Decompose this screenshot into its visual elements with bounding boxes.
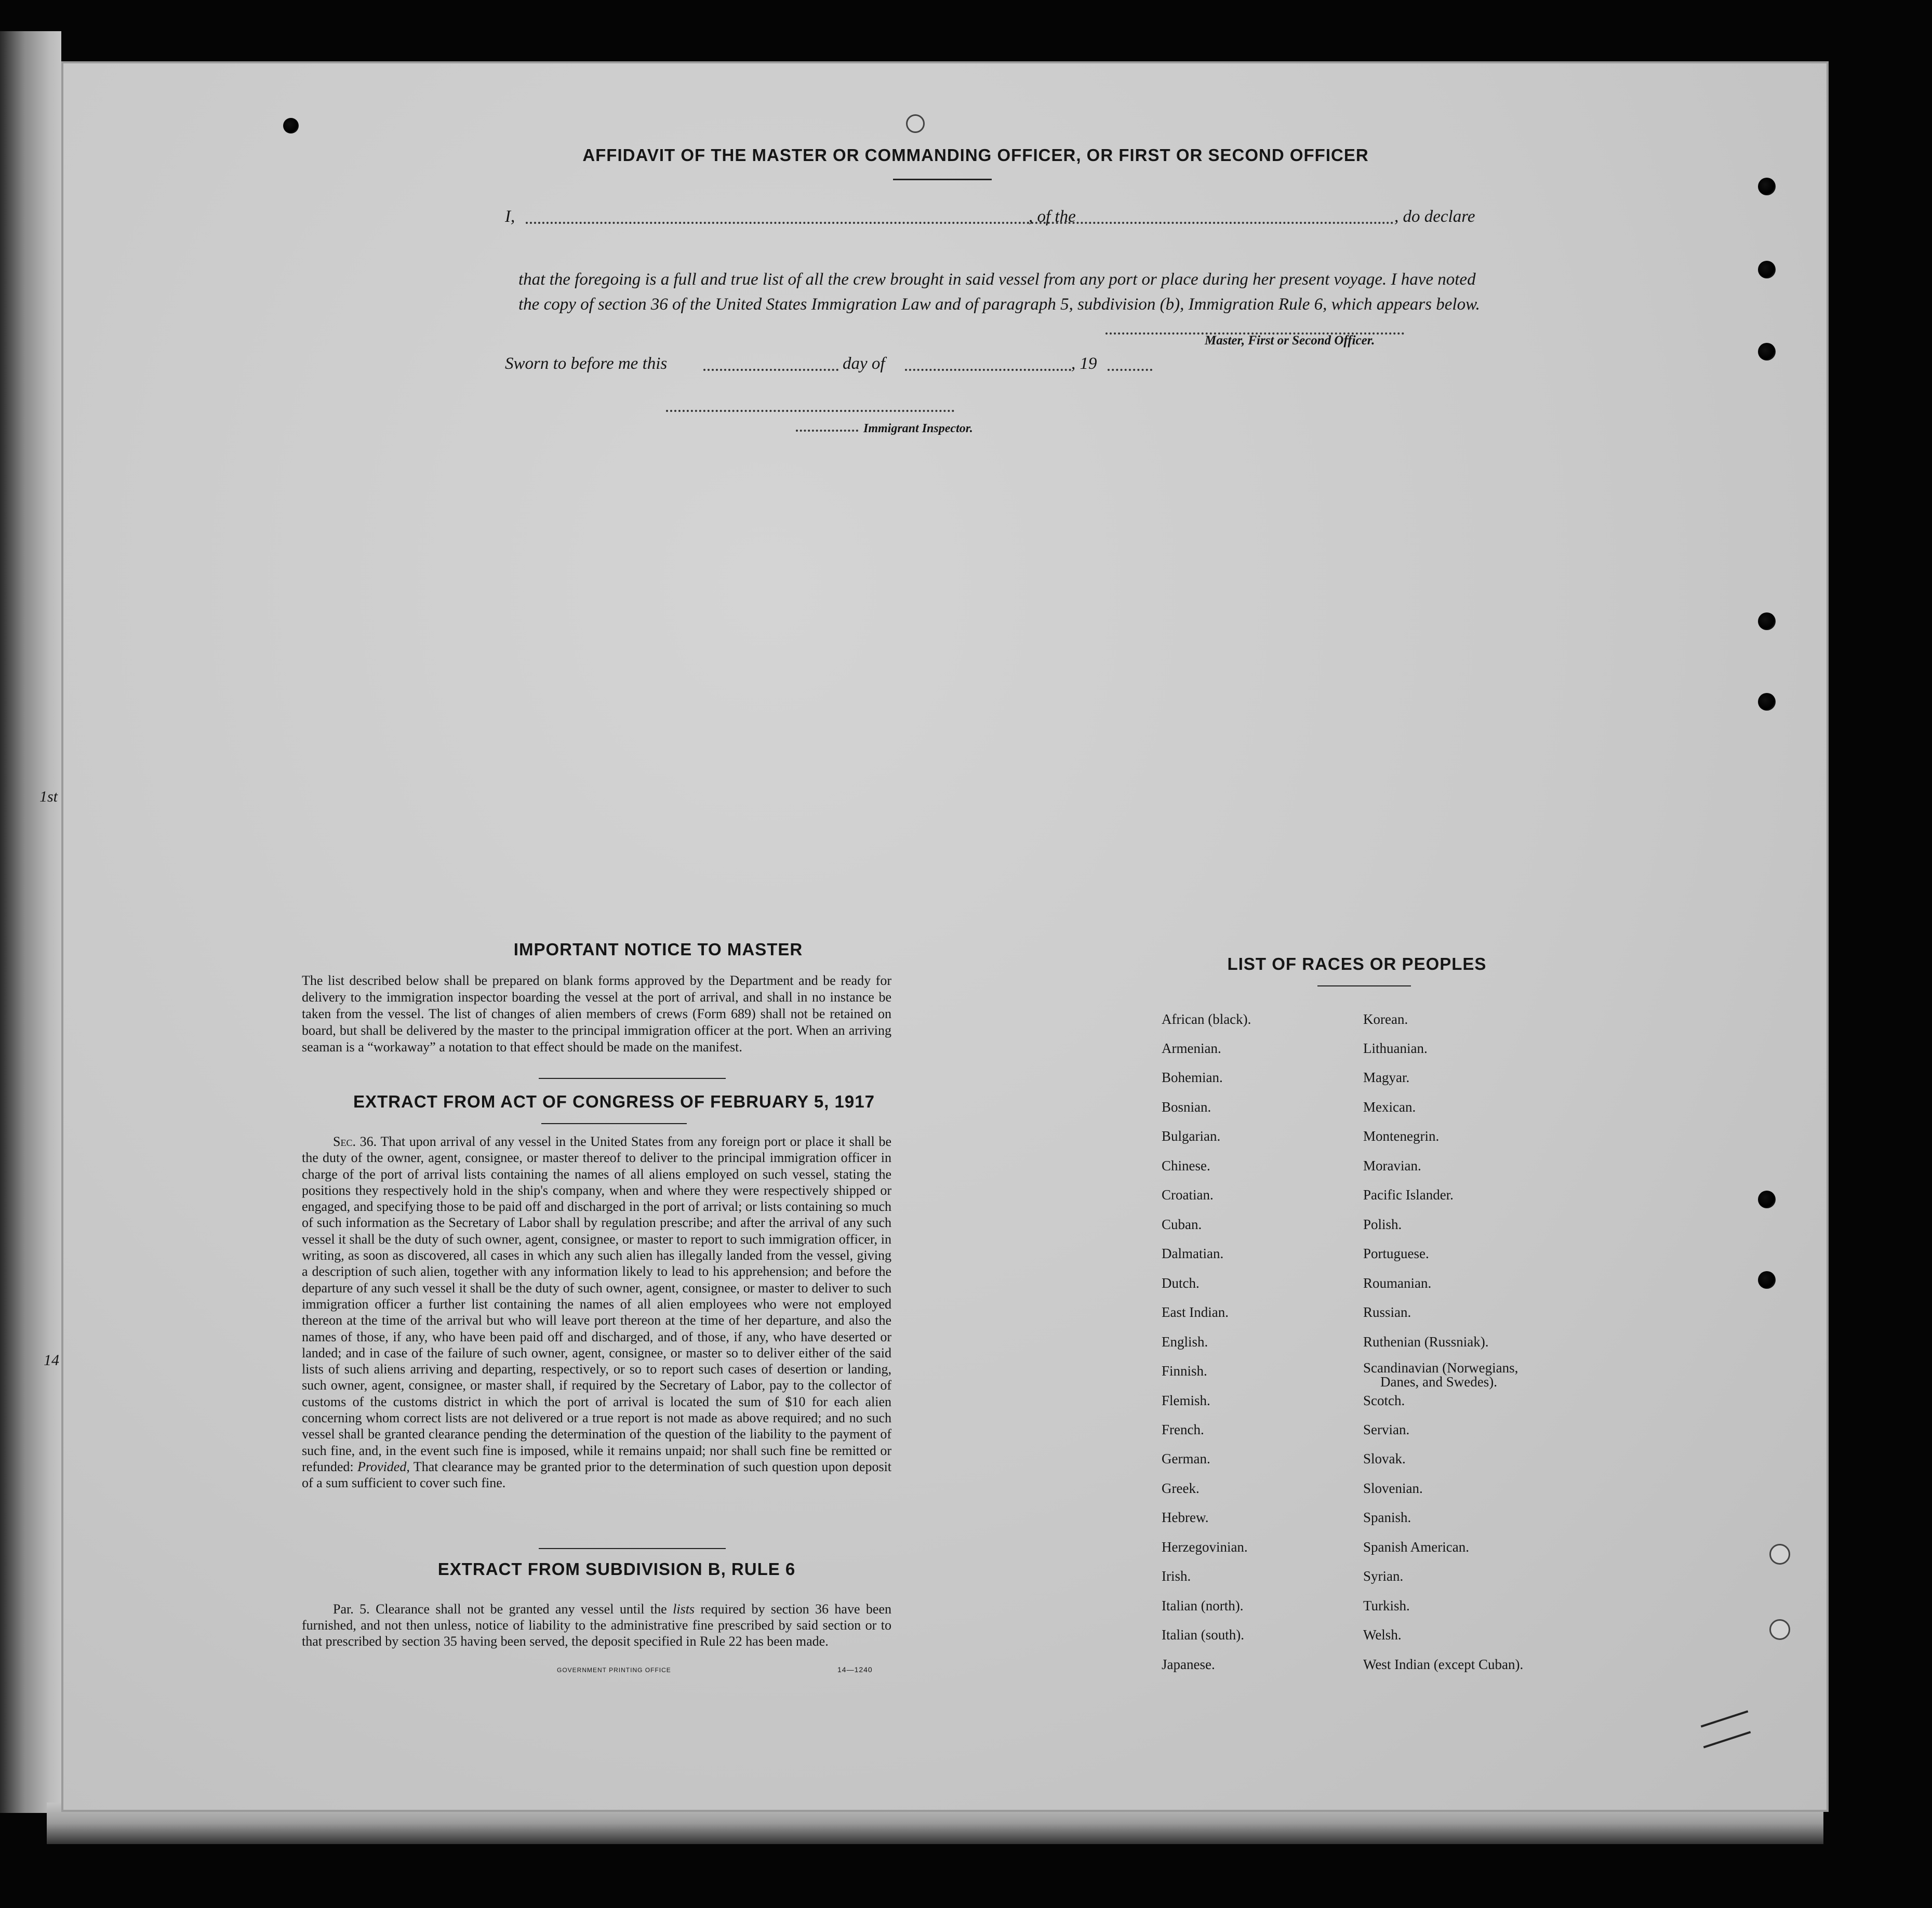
race-item: Portuguese. bbox=[1363, 1246, 1429, 1261]
punch-hole bbox=[1758, 178, 1776, 195]
inspector-label: Immigrant Inspector. bbox=[863, 422, 973, 435]
punch-hole-empty bbox=[1769, 1544, 1790, 1565]
race-item: West Indian (except Cuban). bbox=[1363, 1657, 1524, 1672]
paragraph-5-body bbox=[302, 1601, 891, 1649]
race-item: Herzegovinian. bbox=[1162, 1539, 1248, 1555]
punch-hole bbox=[1758, 693, 1776, 711]
sworn-month-field[interactable] bbox=[905, 369, 1071, 371]
scan-left-edge bbox=[0, 31, 61, 1813]
race-item: Croatian. bbox=[1162, 1187, 1214, 1203]
vessel-name-field[interactable] bbox=[1027, 222, 1393, 224]
race-item: Greek. bbox=[1162, 1480, 1200, 1496]
sworn-year-field[interactable] bbox=[1108, 369, 1152, 371]
act-extract-heading: EXTRACT FROM ACT OF CONGRESS OF FEBRUARY 5, 1917 bbox=[353, 1092, 875, 1111]
race-item: Flemish. bbox=[1162, 1393, 1210, 1408]
section-text-end: That clearance may be granted prior to the determination of such question upon deposit of a sum sufficient to cover such fine. bbox=[302, 1459, 892, 1491]
declarant-name-field[interactable] bbox=[526, 222, 1030, 224]
paragraph-text-end: required by section 36 have been furnished, and not then unless, notice of liability to the administrative fine prescribed by said section or to that prescribed by section 35 having been served, the deposit specified in Rule 22 has been made. bbox=[302, 1602, 891, 1649]
race-item: Slovenian. bbox=[1363, 1480, 1423, 1496]
document-page bbox=[39, 61, 1829, 1812]
pen-stroke bbox=[1701, 1710, 1749, 1727]
race-item: Syrian. bbox=[1363, 1568, 1404, 1584]
race-item: Cuban. bbox=[1162, 1217, 1202, 1232]
punch-hole-empty bbox=[1769, 1619, 1790, 1640]
race-item: Scandinavian (Norwegians, bbox=[1363, 1360, 1518, 1376]
race-item: Scotch. bbox=[1363, 1393, 1405, 1408]
heading-rule bbox=[893, 179, 992, 180]
affidavit-heading: AFFIDAVIT OF THE MASTER OR COMMANDING OFFICER, OR FIRST OR SECOND OFFICER bbox=[582, 145, 1369, 165]
race-item: Italian (south). bbox=[1162, 1627, 1244, 1643]
section-text: That upon arrival of any vessel in the United States from any foreign port or place it shall be the duty of the owner, agent, consignee, or master thereof to deliver to the principal immigration officer in charge of the port of arrival lists containing the names of all aliens employed on such vessel, stating the positions they respectively hold in the ship's company, when and where they were respectively shipped or engaged, and specifying those to be paid off and discharged in the port of arrival; or lists containing so much of such information as the Secretary of Labor shall by regulation prescribe; and after the arrival of any such vessel it shall be the duty of such owner, agent, consignee, or master to report to such immigration officer, in writing, as soon as discovered, all cases in which any such alien has illegally landed from the vessel, giving a description of such alien, together with any information likely to lead to his apprehension; and before the departure of any such vessel it shall be the duty of such owner, agent, consignee, or master to deliver to such immigration officer a further list containing the names of all alien employees who were not employed thereon at the time of the arrival but who will leave port thereon at the time of her departure, and also the names of those, if any, who have been paid off and discharged, and of those, if any, who have deserted or landed; and in case of the failure of such owner, agent, consignee, or master so to deliver either of the said lists of such aliens arriving and departing, respectively, or so to report such cases of desertion or landing, such owner, agent, consignee, or master shall, if required by the Secretary of Labor, pay to the collector of customs of the customs district in which the port of arrival is located the sum of $10 for each alien concerning whom correct lists are not delivered or a true report is not made as above required; and no such vessel shall be granted clearance pending the determination of the question of the liability to the payment of such fine, and, in the event such fine is imposed, while it remains unpaid; nor shall such fine be remitted or refunded: bbox=[302, 1134, 891, 1474]
section-rule bbox=[539, 1078, 726, 1079]
punch-hole bbox=[283, 118, 299, 134]
paragraph-label: Par. 5. bbox=[333, 1602, 370, 1617]
race-item: Bohemian. bbox=[1162, 1070, 1223, 1085]
race-item: Hebrew. bbox=[1162, 1510, 1209, 1525]
race-item: Pacific Islander. bbox=[1363, 1187, 1454, 1203]
race-item: Chinese. bbox=[1162, 1158, 1210, 1173]
race-item: German. bbox=[1162, 1451, 1210, 1466]
race-item: Finnish. bbox=[1162, 1363, 1207, 1379]
punch-hole bbox=[1758, 261, 1776, 278]
margin-note: 1st bbox=[39, 788, 58, 805]
heading-rule bbox=[1317, 985, 1411, 986]
sworn-year-label: , 19 bbox=[1071, 354, 1097, 373]
punch-hole bbox=[1758, 612, 1776, 630]
race-item: Armenian. bbox=[1162, 1040, 1221, 1056]
margin-note: 14 bbox=[44, 1352, 59, 1369]
section-label: Sec. 36. bbox=[333, 1134, 377, 1149]
race-item: Turkish. bbox=[1363, 1598, 1410, 1613]
race-item: Lithuanian. bbox=[1363, 1040, 1428, 1056]
race-item: Italian (north). bbox=[1162, 1598, 1244, 1613]
race-item: Montenegrin. bbox=[1363, 1128, 1440, 1144]
sworn-prefix: Sworn to before me this bbox=[505, 354, 668, 373]
declarant-prefix: I, bbox=[505, 207, 515, 226]
signature-label: Master, First or Second Officer. bbox=[1205, 333, 1375, 348]
race-item: Spanish. bbox=[1363, 1510, 1411, 1525]
race-item: Russian. bbox=[1363, 1304, 1411, 1320]
sworn-day-label: day of bbox=[843, 354, 885, 373]
rule-extract-heading: EXTRACT FROM SUBDIVISION B, RULE 6 bbox=[437, 1559, 796, 1579]
sworn-day-field[interactable] bbox=[703, 369, 838, 371]
punch-hole bbox=[1758, 343, 1776, 361]
paragraph-text: Clearance shall not be granted any vessel until the bbox=[376, 1602, 667, 1617]
race-item: Mexican. bbox=[1363, 1099, 1416, 1115]
inspector-signature-field[interactable] bbox=[666, 410, 954, 412]
lists-word: lists bbox=[673, 1602, 695, 1617]
race-item: Polish. bbox=[1363, 1217, 1402, 1232]
printer-imprint: GOVERNMENT PRINTING OFFICE bbox=[557, 1666, 671, 1674]
race-item: Irish. bbox=[1162, 1568, 1191, 1584]
race-item: Bulgarian. bbox=[1162, 1128, 1221, 1144]
punch-hole-empty bbox=[906, 114, 925, 133]
race-item: Magyar. bbox=[1363, 1070, 1410, 1085]
inspector-short-field[interactable] bbox=[796, 430, 858, 432]
affidavit-body: that the foregoing is a full and true list of all the crew brought in said vessel from any port or place during her present voyage. I have noted the copy of section 36 of the United States Immigration Law and of paragraph 5, subdivision (b), Immigration Rule 6, which appears below. bbox=[518, 270, 1480, 314]
pen-stroke bbox=[1703, 1731, 1751, 1748]
race-item: Spanish American. bbox=[1363, 1539, 1469, 1555]
race-item: French. bbox=[1162, 1422, 1204, 1437]
race-item-continuation: Danes, and Swedes). bbox=[1380, 1374, 1497, 1390]
punch-hole bbox=[1758, 1271, 1776, 1289]
of-the-label: , of the bbox=[1029, 207, 1076, 226]
notice-heading: IMPORTANT NOTICE TO MASTER bbox=[513, 940, 803, 959]
race-item: Slovak. bbox=[1363, 1451, 1406, 1466]
race-item: Moravian. bbox=[1363, 1158, 1421, 1173]
race-item: Ruthenian (Russniak). bbox=[1363, 1334, 1489, 1350]
race-item: East Indian. bbox=[1162, 1304, 1229, 1320]
heading-rule bbox=[541, 1123, 687, 1124]
provided-word: Provided, bbox=[357, 1459, 410, 1474]
races-heading: LIST OF RACES OR PEOPLES bbox=[1227, 954, 1487, 973]
race-item: Roumanian. bbox=[1363, 1275, 1432, 1291]
race-item: English. bbox=[1162, 1334, 1208, 1350]
punch-hole bbox=[1758, 1191, 1776, 1208]
notice-body: The list described below shall be prepared on blank forms approved by the Department and be ready for delivery to the immigration inspector boarding the vessel at the port of arrival, and shall in no instance be taken from the vessel. The list of changes of alien members of crews (Form 689) shall not be retained on board, but shall be delivered by the master to the principal immigration officer at the port. When an arriving seaman is a “workaway” a notation to that effect should be made on the manifest. bbox=[302, 973, 891, 1055]
race-item: African (black). bbox=[1162, 1011, 1251, 1027]
race-item: Korean. bbox=[1363, 1011, 1408, 1027]
section-36-body bbox=[302, 1133, 891, 1491]
race-item: Welsh. bbox=[1363, 1627, 1402, 1643]
race-item: Dutch. bbox=[1162, 1275, 1200, 1291]
section-rule bbox=[539, 1548, 726, 1549]
form-number: 14—1240 bbox=[837, 1665, 873, 1674]
do-declare-label: , do declare bbox=[1394, 207, 1475, 226]
race-item: Japanese. bbox=[1162, 1657, 1215, 1672]
race-item: Bosnian. bbox=[1162, 1099, 1211, 1115]
race-item: Servian. bbox=[1363, 1422, 1410, 1437]
race-item: Dalmatian. bbox=[1162, 1246, 1224, 1261]
